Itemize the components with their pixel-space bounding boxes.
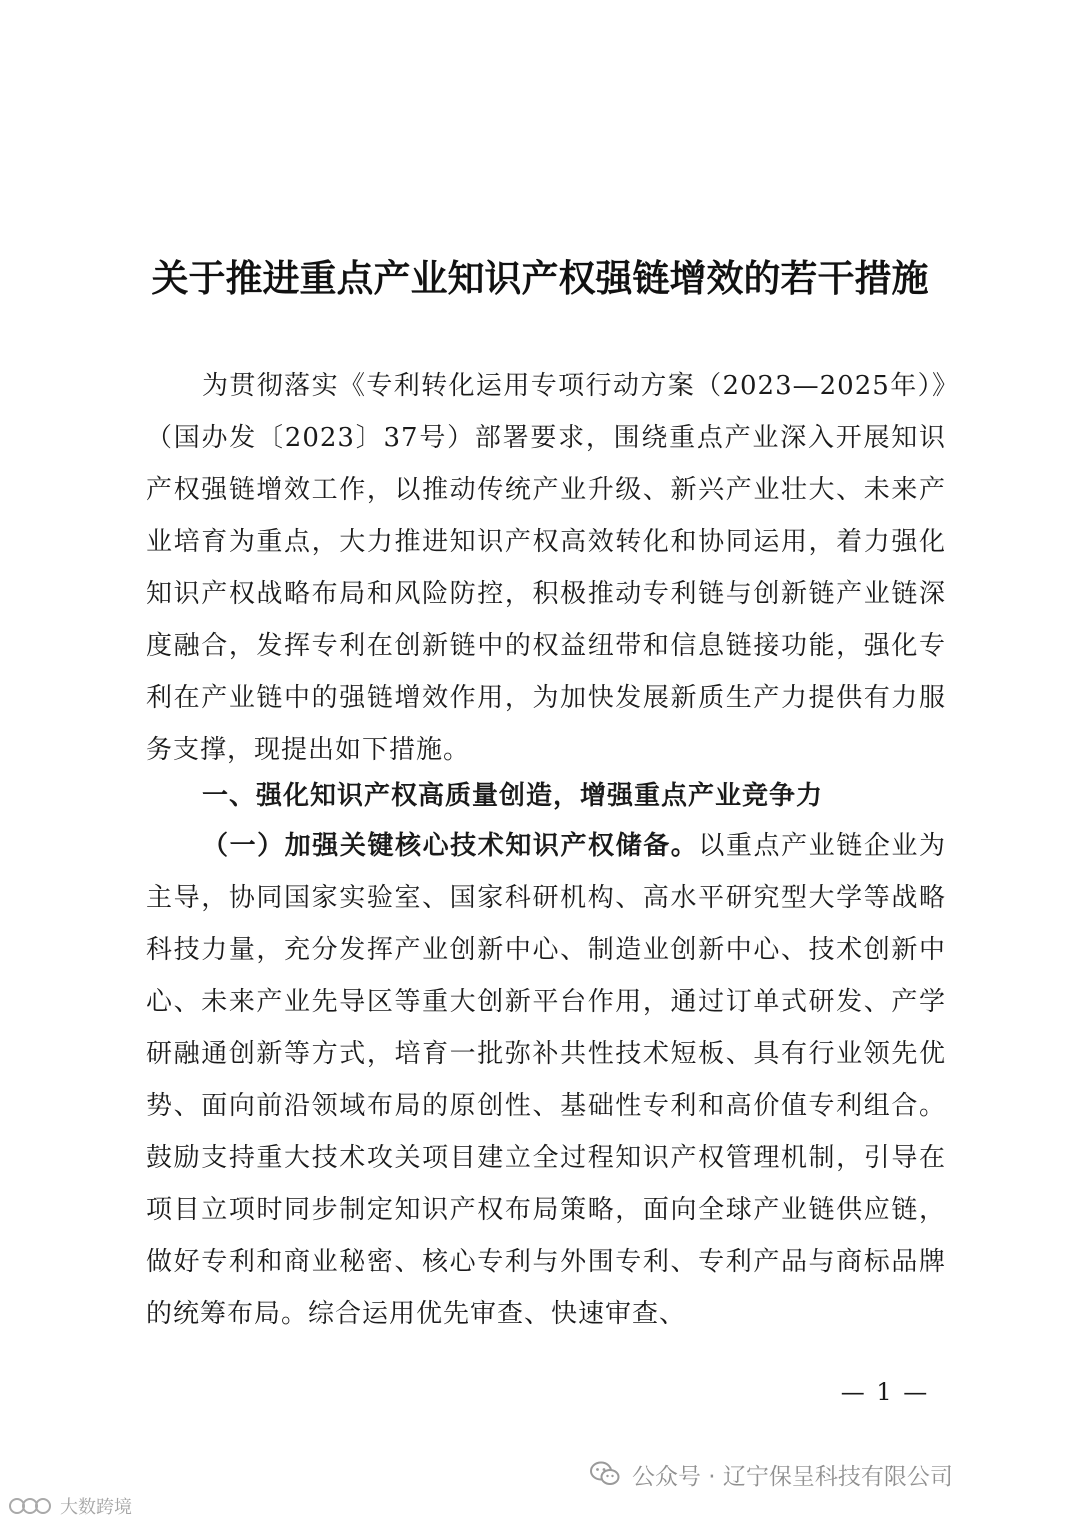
intro-paragraph: 为贯彻落实《专利转化运用专项行动方案（2023—2025年）》（国办发〔2023〕37号）部署要求，围绕重点产业深入开展知识产权强链增效工作，以推动传统产业升级、新兴产业壮大、未来产业培育为重点，大力推进知识产权高效转化和协同运用，着力强化知识产权战略布局和风险防控，积极推动专利链与创新链产业链深度融合，发挥专利在创新链中的权益纽带和信息链接功能，强化专利在产业链中的强链增效作用，为加快发展新质生产力提供有力服务支撑，现提出如下措施。 (146, 371, 946, 765)
corner-watermark-text: 大数跨境 (60, 1497, 132, 1518)
measure-paragraph (146, 820, 946, 1340)
document-title: 关于推进重点产业知识产权强链增效的若干措施 (151, 256, 929, 300)
logo-icon (8, 1495, 54, 1517)
watermark (590, 1452, 953, 1496)
measure-body: 以重点产业链企业为主导，协同国家实验室、国家科研机构、高水平研究型大学等战略科技力量，充分发挥产业创新中心、制造业创新中心、技术创新中心、未来产业先导区等重大创新平台作用，通过订单式研发、产学研融通创新等方式，培育一批弥补共性技术短板、具有行业领先优势、面向前沿领域布局的原创性、基础性专利和高价值专利组合。鼓励支持重大技术攻关项目建立全过程知识产权管理机制，引导在项目立项时同步制定知识产权布局策略，面向全球产业链供应链，做好专利和商业秘密、核心专利与外围专利、专利产品与商标品牌的统筹布局。综合运用优先审查、快速审查、 (146, 831, 946, 1329)
watermark-text: 公众号 · 辽宁保呈科技有限公司 (632, 1463, 953, 1490)
measure-lead: （一）加强关键核心技术知识产权储备。 (202, 831, 699, 861)
corner-watermark (8, 1493, 132, 1519)
section-heading: 一、强化知识产权高质量创造，增强重点产业竞争力 (202, 781, 824, 811)
wechat-icon (590, 1461, 620, 1487)
page-number: — 1 — (840, 1378, 930, 1406)
